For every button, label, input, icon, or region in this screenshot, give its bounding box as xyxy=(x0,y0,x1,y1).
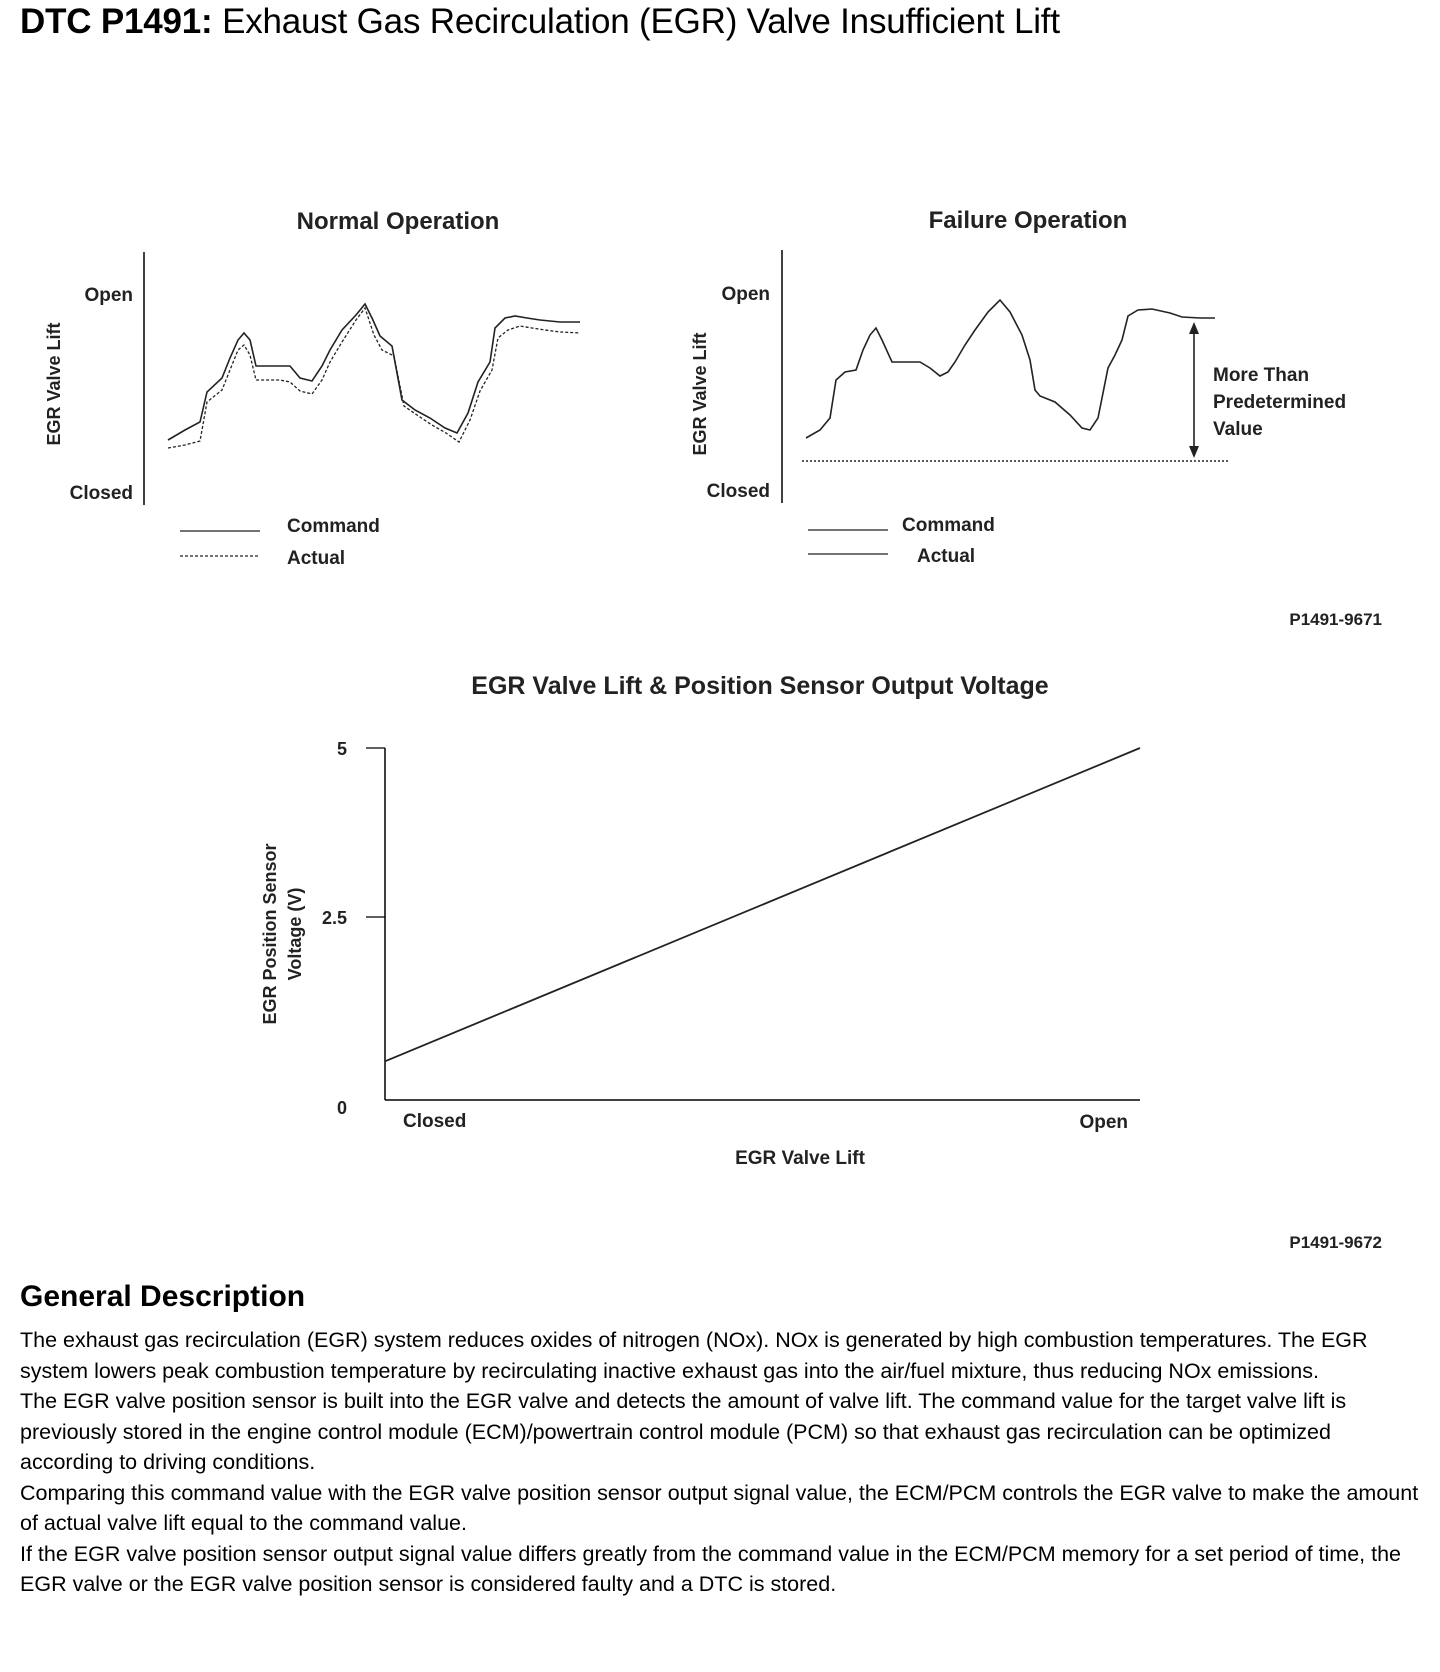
failure-y-axis-label: EGR Valve Lift xyxy=(690,332,710,456)
y-tick-2-5: 2.5 xyxy=(321,908,347,928)
y-tick-0: 0 xyxy=(336,1098,347,1118)
normal-y-top-label: Open xyxy=(84,285,133,306)
arrow-head-bottom xyxy=(1189,446,1199,458)
normal-legend-actual: Actual xyxy=(287,548,346,569)
failure-y-top-label: Open xyxy=(721,284,770,305)
failure-legend-actual: Actual xyxy=(917,546,976,567)
arrow-head-top xyxy=(1189,322,1199,334)
normal-y-axis-label: EGR Valve Lift xyxy=(44,322,64,446)
failure-y-bottom-label: Closed xyxy=(706,481,770,502)
failure-operation-chart xyxy=(690,207,1346,567)
normal-operation-chart xyxy=(44,208,580,569)
failure-legend-command: Command xyxy=(902,515,995,536)
dtc-title: Exhaust Gas Recirculation (EGR) Valve Insufficient Lift xyxy=(222,2,1060,41)
normal-legend-command: Command xyxy=(287,516,380,537)
y-tick-5: 5 xyxy=(336,739,347,759)
description-paragraph-3: Comparing this command value with the EGR valve position sensor output signal value, the ECM/PCM controls the EGR valve to make the amount of actual valve lift equal to the command value. xyxy=(20,1480,1419,1535)
chart-title: EGR Valve Lift & Position Sensor Output Voltage xyxy=(471,672,1049,700)
description-body xyxy=(20,1325,1420,1600)
failure-chart-title: Failure Operation xyxy=(928,207,1128,234)
voltage-series-line xyxy=(385,748,1140,1061)
annotation-line-3: Value xyxy=(1213,419,1263,440)
annotation-line-1: More Than xyxy=(1213,365,1310,386)
description-paragraph-4: If the EGR valve position sensor output signal value differs greatly from the command value in the ECM/PCM memory for a set period of time, the EGR valve or the EGR valve position sensor is considered faulty and a DTC is stored. xyxy=(20,1541,1402,1596)
normal-y-bottom-label: Closed xyxy=(69,483,133,504)
dtc-code: DTC P1491: xyxy=(20,2,213,41)
figure1-code: P1491-9671 xyxy=(1289,610,1382,629)
lift-voltage-chart xyxy=(260,672,1140,1169)
x-tick-closed: Closed xyxy=(403,1111,467,1132)
figure2-code: P1491-9672 xyxy=(1289,1233,1382,1250)
x-axis-label: EGR Valve Lift xyxy=(735,1148,865,1169)
normal-chart-title: Normal Operation xyxy=(296,208,500,235)
annotation-line-2: Predetermined xyxy=(1213,392,1347,413)
x-tick-open: Open xyxy=(1079,1112,1128,1133)
y-axis-label-line-2: Voltage (V) xyxy=(285,887,305,981)
description-paragraph-2: The EGR valve position sensor is built into the EGR valve and detects the amount of valve lift. The command value for the target valve lift is previously stored in the engine control module (ECM)/powertrain control module (PCM) so that exhaust gas recirculation can be optimized according to driving conditions. xyxy=(20,1389,1347,1474)
failure-command-line xyxy=(806,300,1215,438)
y-axis-label-line-1: EGR Position Sensor xyxy=(260,843,280,1025)
section-heading: General Description xyxy=(20,1280,306,1313)
normal-actual-line xyxy=(168,308,580,448)
description-paragraph-1: The exhaust gas recirculation (EGR) system reduces oxides of nitrogen (NOx). NOx is generated by high combustion temperatures. The EGR system lowers peak combustion temperature by recirculating inactive exhaust gas into the air/fuel mixture, thus reducing NOx emissions. xyxy=(20,1328,1368,1383)
